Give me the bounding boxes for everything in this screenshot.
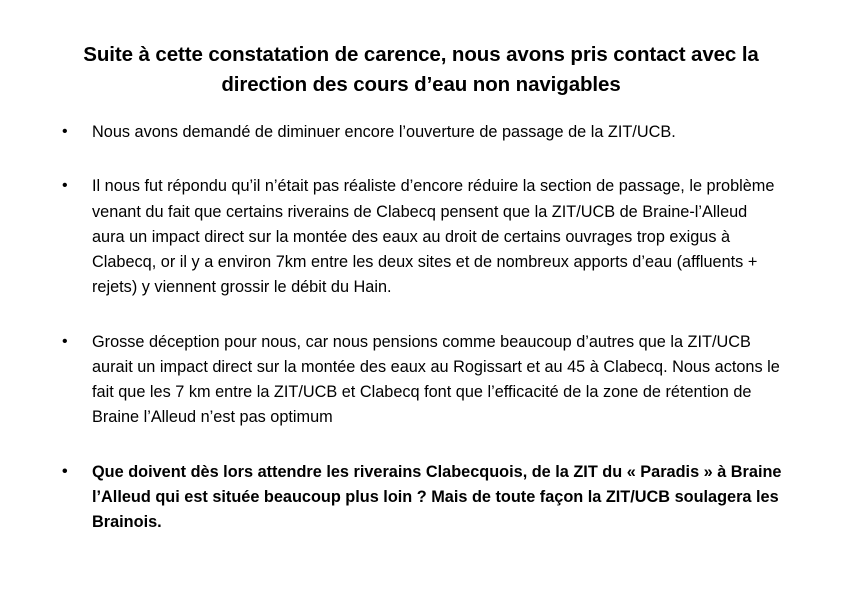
list-item-text: Que doivent dès lors attendre les riverains Clabecquois, de la ZIT du « Paradis » à Braine l’Alleud qui est située beaucoup plus loin ? Mais de toute façon la ZIT/UCB soulagera les Brainois.	[92, 462, 782, 531]
list-item-text: Il nous fut répondu qu’il n’était pas réaliste d’encore réduire la section de passage, le problème venant du fait que certains riverains de Clabecq pensent que la ZIT/UCB de Braine-l’Alleud aura un impact direct sur la montée des eaux au droit de certains ouvrages trop exigus à Clabecq, or il y a environ 7km entre les deux sites et de nombreux apports d’eau (affluents + rejets) y viennent grossir le débit du Hain.	[92, 177, 775, 297]
spacer	[62, 167, 782, 174]
bullet-marker-icon: •	[62, 332, 68, 350]
bullet-marker-icon: •	[62, 462, 68, 480]
spacer	[62, 323, 782, 330]
spacer	[62, 453, 782, 460]
list-item	[62, 460, 782, 536]
bullet-list	[62, 120, 782, 535]
bullet-marker-icon: •	[62, 177, 68, 195]
list-item	[62, 174, 782, 300]
list-item	[62, 330, 782, 431]
page-title: Suite à cette constatation de carence, nous avons pris contact avec la direction des cours d’eau non navigables	[83, 43, 759, 96]
list-item	[62, 120, 782, 145]
list-item-text: Grosse déception pour nous, car nous pensions comme beaucoup d’autres que la ZIT/UCB aurait un impact direct sur la montée des eaux au Rogissart et au 45 à Clabecq. Nous actons le fait que les 7 km entre la ZIT/UCB et Clabecq font que l’efficacité de la zone de rétention de Braine l’Alleud n’est pas optimum	[92, 332, 780, 427]
bullet-marker-icon: •	[62, 123, 68, 140]
list-item-text: Nous avons demandé de diminuer encore l’ouverture de passage de la ZIT/UCB.	[92, 123, 676, 141]
